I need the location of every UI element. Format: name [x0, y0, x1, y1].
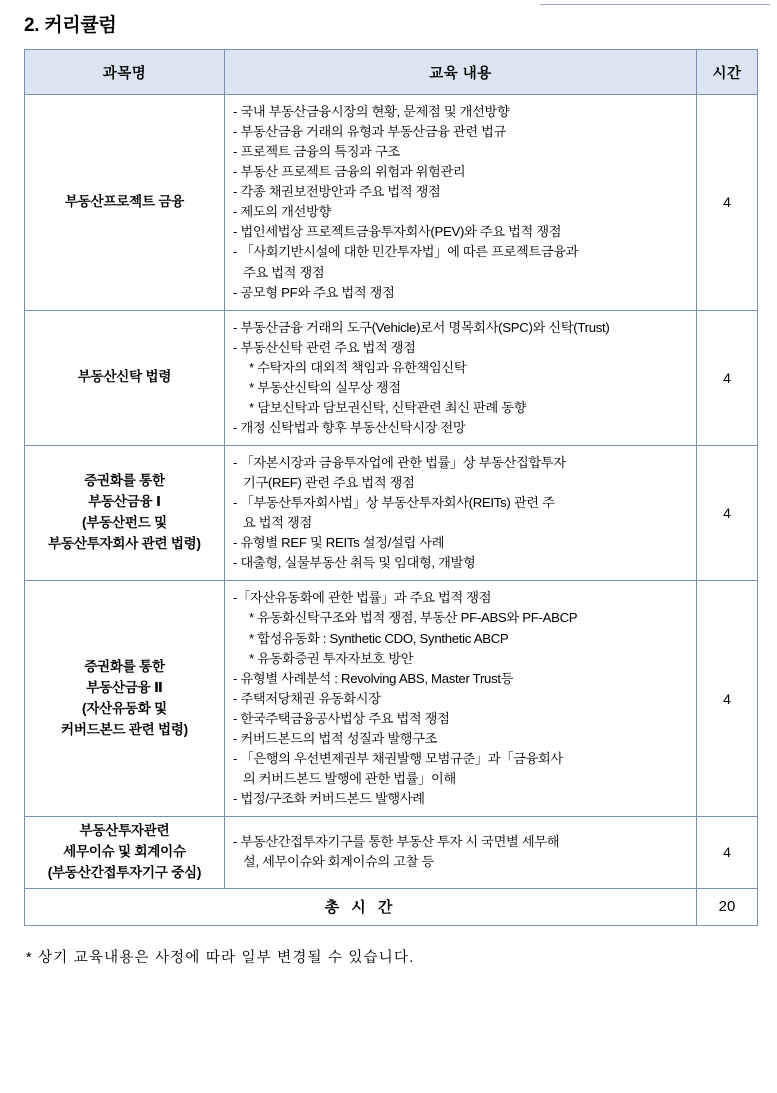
cell-content: [225, 310, 697, 445]
subject-line: 부동산금융 Ⅱ: [86, 679, 163, 695]
content-line: - 제도의 개선방향: [233, 204, 331, 220]
subject-line: 증권화를 통한: [84, 658, 165, 674]
column-header-subject: 과목명: [25, 50, 225, 95]
column-header-content: 교육 내용: [225, 50, 697, 95]
subject-line: 커버드본드 관련 법령): [61, 721, 188, 737]
content-line: - 「은행의 우선변제권부 채권발행 모범규준」과「금융회사: [233, 750, 563, 766]
subject-line: 부동산투자회사 관련 법령): [48, 536, 201, 552]
subject-line: 부동산투자관련: [79, 823, 170, 839]
cell-content: [225, 817, 697, 889]
footnote: * 상기 교육내용은 사정에 따라 일부 변경될 수 있습니다.: [26, 949, 415, 966]
content-line: - 부동산간접투자기구를 통한 부동산 투자 시 국면별 세무해: [233, 834, 560, 850]
cell-subject: [25, 817, 225, 889]
content-line: - 개정 신탁법과 향후 부동산신탁시장 전망: [233, 419, 466, 435]
content-line: - 주택저당채권 유동화시장: [233, 690, 381, 706]
content-line: - 커버드본드의 법적 성질과 발행구조: [233, 730, 438, 746]
content-line: 의 커버드본드 발행에 관한 법률」이해: [243, 770, 456, 786]
cell-hours: 4: [697, 310, 758, 445]
cell-hours: 4: [697, 817, 758, 889]
table-body: [25, 95, 758, 926]
content-line: - 「자본시장과 금융투자업에 관한 법률」상 부동산집합투자: [233, 455, 566, 470]
content-line: * 수탁자의 대외적 책임과 유한책임신탁: [249, 359, 467, 375]
content-line: - 「사회기반시설에 대한 민간투자법」에 따른 프로젝트금융과: [233, 244, 579, 260]
content-line: - 부동산신탁 관련 주요 법적 쟁점: [233, 339, 416, 355]
content-line: - 부동산금융 거래의 유형과 부동산금융 관련 법규: [233, 124, 507, 140]
cell-hours: 4: [697, 446, 758, 581]
table-row: [25, 817, 758, 889]
header-rule: [540, 4, 770, 5]
content-line: - 법정/구조화 커버드본드 발행사례: [233, 791, 425, 806]
subject-line: 부동산프로젝트 금융: [64, 193, 185, 209]
content-line: - 국내 부동산금융시장의 현황, 문제점 및 개선방향: [233, 104, 510, 119]
subject-line: (부동산펀드 및: [82, 515, 167, 531]
content-line: * 담보신탁과 담보권신탁, 신탁관련 최신 판례 동향: [249, 399, 527, 415]
page-title: 2. 커리큘럼: [24, 15, 117, 36]
content-line: 기구(REF) 관련 주요 법적 쟁점: [243, 475, 415, 491]
cell-content: [225, 95, 697, 311]
subject-line: 부동산신탁 법령: [77, 369, 172, 385]
content-line: - 부동산 프로젝트 금융의 위험과 위험관리: [233, 164, 466, 180]
content-line: - 프로젝트 금융의 특징과 구조: [233, 144, 400, 160]
content-line: - 유형별 REF 및 REITs 설정/설립 사례: [233, 535, 445, 551]
content-line: - 「부동산투자회사법」상 부동산투자회사(REITs) 관련 주: [233, 495, 555, 511]
content-line: * 부동산신탁의 실무상 쟁점: [249, 379, 401, 395]
subject-line: 증권화를 통한: [84, 473, 165, 489]
cell-content: [225, 581, 697, 817]
cell-subject: [25, 446, 225, 581]
content-line: - 각종 채권보전방안과 주요 법적 쟁점: [233, 184, 441, 200]
total-hours: 20: [697, 888, 758, 925]
content-line: * 합성유동화 : Synthetic CDO, Synthetic ABCP: [249, 630, 509, 646]
table-header: [25, 50, 758, 95]
cell-subject: [25, 310, 225, 445]
cell-content: [225, 446, 697, 581]
content-line: * 유동화증권 투자자보호 방안: [249, 650, 414, 666]
content-line: -「자산유동화에 관한 법률」과 주요 법적 쟁점: [233, 590, 492, 606]
table-row: [25, 95, 758, 311]
table-row: [25, 581, 758, 817]
subject-line: (자산유동화 및: [82, 700, 167, 716]
cell-subject: [25, 581, 225, 817]
content-line: - 한국주택금융공사법상 주요 법적 쟁점: [233, 710, 450, 726]
content-line: - 공모형 PF와 주요 법적 쟁점: [233, 284, 395, 300]
table-row: [25, 310, 758, 445]
content-line: - 대출형, 실물부동산 취득 및 임대형, 개발형: [233, 555, 476, 571]
table-header-row: [25, 50, 758, 95]
content-line: - 부동산금융 거래의 도구(Vehicle)로서 명목회사(SPC)와 신탁(Trust): [233, 319, 610, 335]
content-line: - 유형별 사례분석 : Revolving ABS, Master Trust등: [233, 670, 514, 686]
content-line: 설, 세무이슈와 회계이슈의 고찰 등: [243, 854, 434, 870]
subject-line: (부동산간접투자기구 중심): [47, 864, 202, 880]
content-line: 요 법적 쟁점: [243, 515, 312, 531]
cell-hours: 4: [697, 95, 758, 311]
content-line: * 유동화신탁구조와 법적 쟁점, 부동산 PF-ABS와 PF-ABCP: [249, 610, 578, 626]
curriculum-table: [24, 49, 758, 926]
cell-subject: [25, 95, 225, 311]
column-header-hours: 시간: [697, 50, 758, 95]
table-total-row: [25, 888, 758, 925]
content-line: 주요 법적 쟁점: [243, 264, 325, 280]
cell-hours: 4: [697, 581, 758, 817]
total-label: 총 시 간: [25, 888, 697, 925]
content-line: - 법인세법상 프로젝트금융투자회사(PEV)와 주요 법적 쟁점: [233, 224, 562, 240]
table-row: [25, 446, 758, 581]
subject-line: 부동산금융 Ⅰ: [88, 494, 161, 510]
subject-line: 세무이슈 및 회계이슈: [63, 843, 186, 859]
